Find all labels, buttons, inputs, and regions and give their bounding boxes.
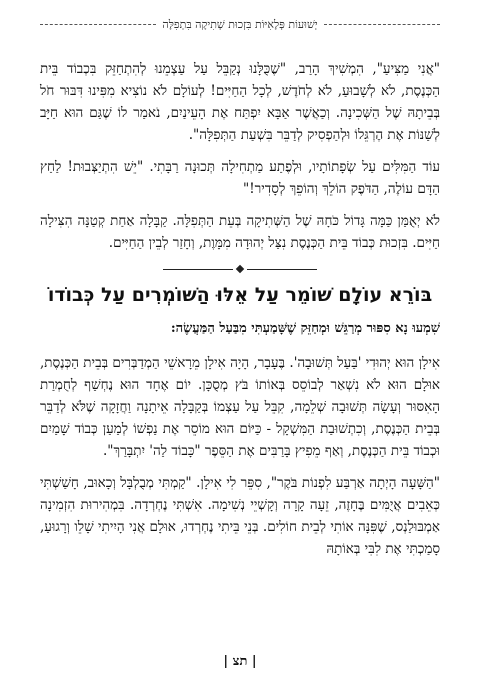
diamond-ornament-icon — [236, 265, 244, 273]
divider-line — [247, 269, 317, 270]
running-head — [40, 18, 440, 31]
page-number: | תצ | — [223, 654, 257, 669]
running-head-title: יְשׁוּעוֹת פְּלָאִיּוֹת בִּזְכוּת שְׁתִיקָה בִּתְפִלָּה — [162, 18, 318, 31]
section-divider — [40, 266, 440, 272]
paragraph: "הַשָּׁעָה הָיְתָה אַרְבַּע לִפְנוֹת בֹּקֶר", סִפֵּר לִי אִילָן. "קַמְתִּי מְבֻלְבָּל וְכָאוּב, חָשַׁשְׁתִּי כְּאֵבִים אֲיֻמִּים בֶּחָזֶה, זֵעָה קָרָה וְקָשְׁיֵי נְשִׁימָה. אִשְׁתִּי נֶחְרְדָה. בִּמְהִירוּת הִזְמִינָה אַמְבּוּלַנְס, שֶׁפִּנָּה אוֹתִי לְבֵית חוֹלִים. בְּנֵי בֵּיתִי נֶחְרְדוּ, אוּלָם אֲנִי הָיִיתִי שָׁלֵו וְרָגוּעַ, סָמַכְתִּי אֶת לִבִּי בְּאוֹתָהּ — [40, 475, 440, 557]
divider-line — [163, 269, 233, 270]
paragraph: עוֹד הַמִּלִּים עַל שְׂפָתוֹתָיו, וּלְפֶתַע מַתְחִילָה תְּכוּנָה רַבָּתִי. "יֵשׁ הִתְיַצְּבוּת! לַחַץ הַדָּם עוֹלֶה, הַדֹּפֶק הוֹלֵךְ וְהוֹפֵךְ לְסָדִיר!" — [40, 159, 440, 197]
paragraph: "אֲנִי מַצִּיעַ", הִמְשִׁיךְ הָרַב, "שֶׁכֻּלָּנוּ נְקַבֵּל עַל עַצְמֵנוּ לְהִתְחַזֵּק בִּכְבוֹד בֵּית הַכְּנֶסֶת, לֹא לְשָׁבוּעַ, לֹא לְחֹדֶשׁ, לְכָל הַחַיִּים! לְעוֹלָם לֹא נוֹצִיא מִפִּינוּ דִּבּוּר חֹל בְּבֵיתָהּ שֶׁל הַשְּׁכִינָה. וְכַאֲשֶׁר אַבָּא יִפְתַּח אֶת הָעֵינַיִם, נֹאמַר לוֹ שֶׁגַּם הוּא חַיָּב לְשַׁנּוֹת אֶת הֶרְגֵּלוֹ וּלְהַפְסִיק לְדַבֵּר בִּשְׁעַת הַתְּפִלָּה". — [40, 61, 440, 143]
page-body — [40, 58, 440, 570]
header-rule-right — [324, 24, 440, 25]
section-heading: בּוֹרֵא עוֹלָם שׁוֹמֵר עַל אֵלּוּ הַשּׁוֹמְרִים עַל כְּבוֹדוֹ — [47, 284, 433, 306]
header-rule-left — [40, 24, 156, 25]
section-intro: שִׁמְעוּ נָא סִפּוּר מְרַגֵּשׁ וּמְחַזֵּק שֶׁשָּׁמַעְתִּי מִבַּעַל הַמַּעֲשֶׂה: — [170, 321, 440, 336]
paragraph: אִילָן הוּא יְהוּדִי 'בַּעַל תְּשׁוּבָה'. בֶּעָבָר, הָיָה אִילָן מֵרָאשֵׁי הַמְדַבְּרִים בְּבֵית הַכְּנֶסֶת, אוּלָם הוּא לֹא נִשְׁאַר לְבוֹסֵס בְּאוֹתוֹ בֹּץ מְסֻכָּן. יוֹם אֶחָד הוּא נֶחְשַׁף לְחֻמְרַת הָאִסּוּר וְעָשָׂה תְּשׁוּבָה שְׁלֵמָה, קִבֵּל עַל עַצְמוֹ בְּקַבָּלָה אֵיתָנָה וַחֲזָקָה שֶׁלֹּא לְדַבֵּר בְּבֵית הַכְּנֶסֶת, וְכִתְשׁוּבַת הַמִּשְׁקָל - כַּיּוֹם הוּא מוֹסֵר אֶת נַפְשׁוֹ לְמַעַן כְּבוֹד שָׁמַיִם וּכְבוֹד בֵּית הַכְּנֶסֶת, וְאַף מֵפִיץ בָּרַבִּים אֶת הַסֵּפֶר "כָּבוֹד לַה' יִתְבָּרַךְ". — [40, 355, 440, 459]
paragraph: לֹא יְאֻמַּן כַּמָּה גָּדוֹל כֹּחָהּ שֶׁל הַשְּׁתִיקָה בְּעֵת הַתְּפִלָּה. קַבָּלָה אַחַת קְטַנָּה הִצִּילָה חַיִּים. בִּזְכוּת כְּבוֹד בֵּית הַכְּנֶסֶת נִצַּל יְהוּדָה מִמָּוֶת, וְחָזַר לְבֵין הַחַיִּים. — [40, 213, 440, 251]
